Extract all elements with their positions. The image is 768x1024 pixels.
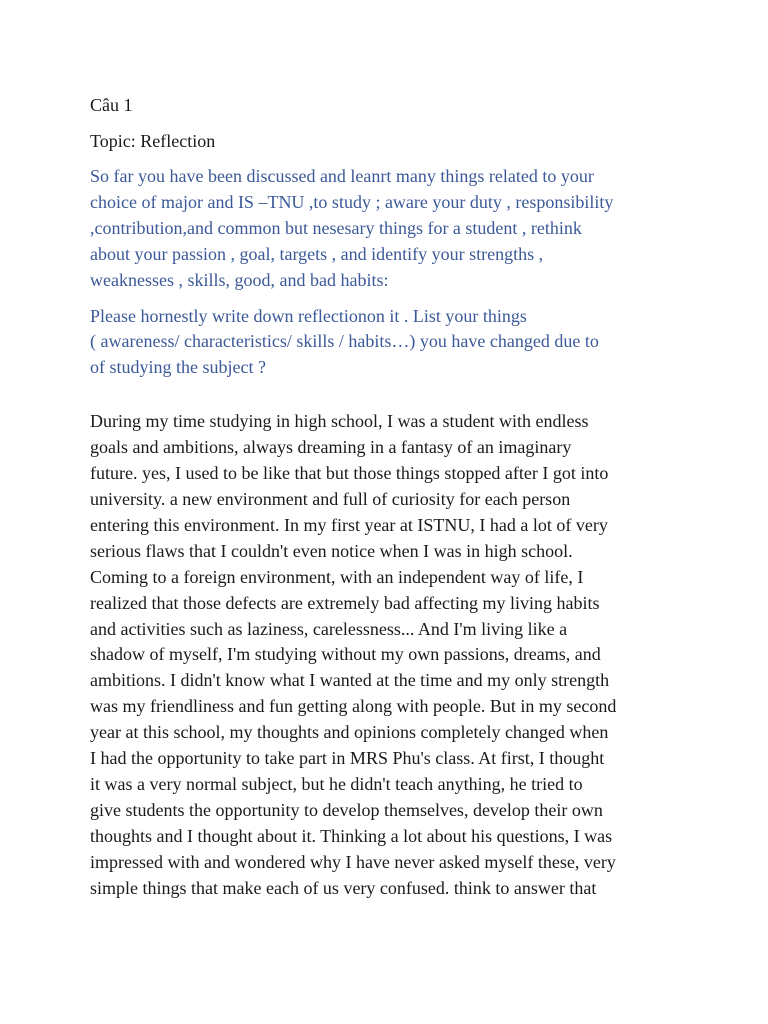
prompt-line: ,contribution,and common but nesesary things for a student , rethink [90,217,582,238]
answer-line: I had the opportunity to take part in MRS Phu's class. At first, I thought [90,748,605,769]
prompt-paragraph-1 [90,164,690,294]
answer-line: ambitions. I didn't know what I wanted at the time and my only strength [90,670,610,691]
answer-line: it was a very normal subject, but he didn't teach anything, he tried to [90,773,583,794]
prompt-line: weaknesses , skills, good, and bad habits: [90,269,389,290]
answer-line: future. yes, I used to be like that but those things stopped after I got into [90,463,609,484]
answer-line: goals and ambitions, always dreaming in a fantasy of an imaginary [90,437,572,458]
answer-line: serious flaws that I couldn't even notice when I was in high school. [90,540,573,561]
prompt-line: of studying the subject ? [90,357,266,378]
topic-heading: Topic: Reflection [90,131,216,151]
answer-line: During my time studying in high school, I was a student with endless [90,411,589,432]
answer-line: realized that those defects are extremely bad affecting my living habits [90,592,600,613]
answer-line: university. a new environment and full of curiosity for each person [90,488,571,509]
prompt-paragraph-2 [90,304,690,382]
answer-line: shadow of myself, I'm studying without my own passions, dreams, and [90,644,601,665]
prompt-line: So far you have been discussed and leanrt many things related to your [90,166,594,186]
answer-line: thoughts and I thought about it. Thinking a lot about his questions, I was [90,825,613,846]
prompt-line: choice of major and IS –TNU ,to study ; aware your duty , responsibility [90,191,614,212]
answer-paragraph [90,409,690,901]
answer-line: simple things that make each of us very confused. think to answer that [90,877,597,898]
answer-line: Coming to a foreign environment, with an independent way of life, I [90,566,584,587]
document-content [90,92,690,901]
question-number: Câu 1 [90,95,133,115]
answer-line: year at this school, my thoughts and opinions completely changed when [90,722,609,743]
answer-line: give students the opportunity to develop themselves, develop their own [90,799,603,820]
answer-line: entering this environment. In my first year at ISTNU, I had a lot of very [90,514,608,535]
prompt-line: Please hornestly write down reflectionon it . List your things [90,305,527,326]
answer-line: impressed with and wondered why I have never asked myself these, very [90,851,616,872]
answer-line: was my friendliness and fun getting along with people. But in my second [90,696,617,717]
answer-line: and activities such as laziness, carelessness... And I'm living like a [90,618,568,639]
prompt-line: ( awareness/ characteristics/ skills / habits…) you have changed due to [90,331,599,352]
prompt-line: about your passion , goal, targets , and identify your strengths , [90,243,544,264]
